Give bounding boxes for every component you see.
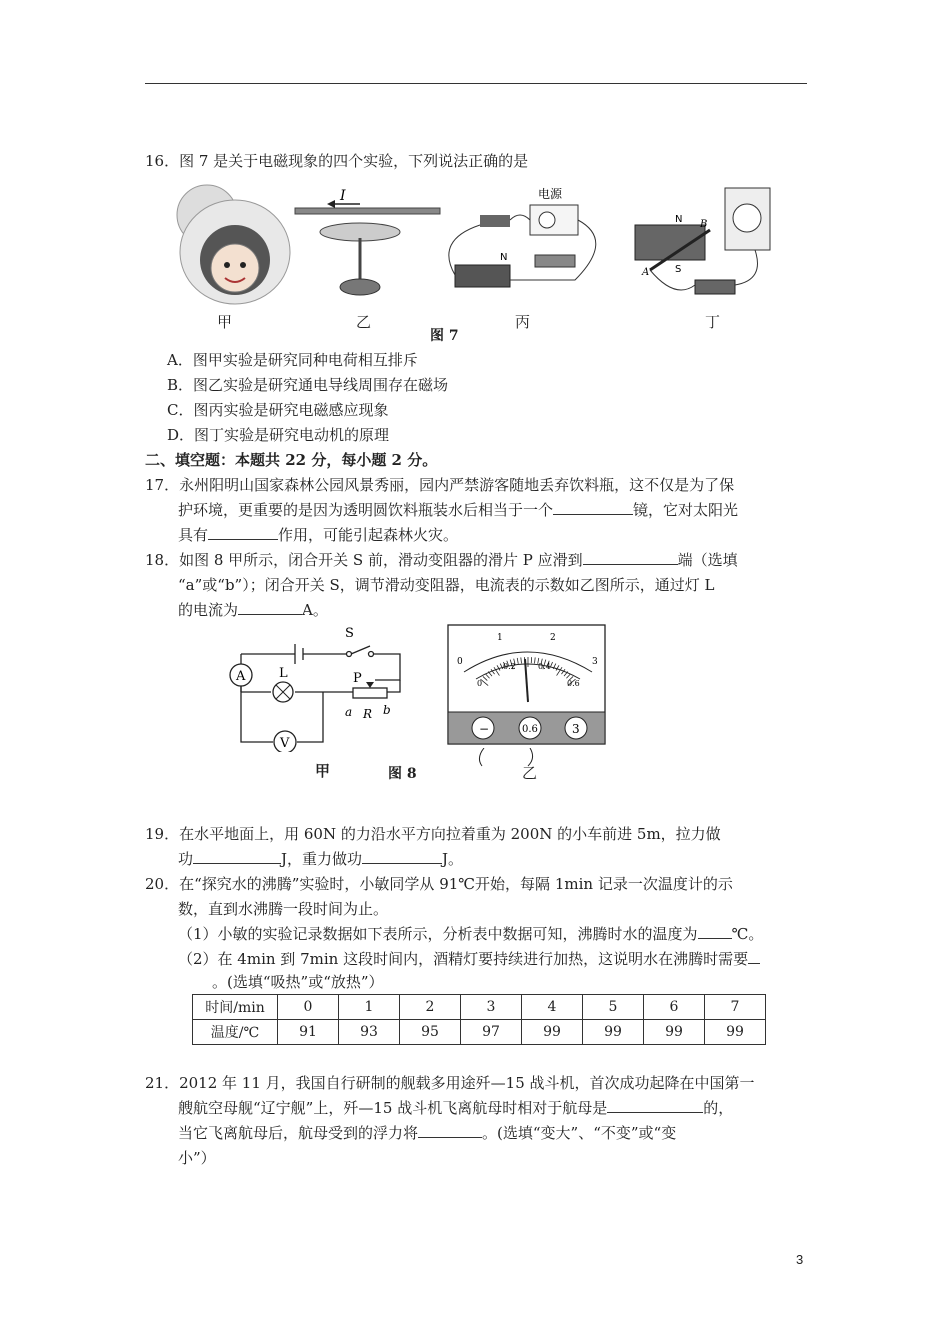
q18-line1: 18．如图 8 甲所示，闭合开关 S 前，滑动变阻器的滑片 P 应滑到 端（选填 — [145, 551, 738, 569]
q18-blank-2[interactable] — [238, 600, 302, 615]
svg-text:P: P — [353, 671, 362, 686]
figure-7-yi — [295, 188, 440, 295]
svg-text:0.2: 0.2 — [503, 662, 516, 671]
q21-blank-1[interactable] — [607, 1098, 703, 1113]
q20-blank-2[interactable] — [748, 949, 760, 964]
fig8-label-jia: 甲 — [315, 762, 331, 780]
svg-text:R: R — [363, 707, 373, 721]
q20-part2: （2）在 4min 到 7min 这段时间内，酒精灯要持续进行加热，这说明水在沸腾时需要 — [178, 949, 760, 969]
page-number: 3 — [796, 1252, 804, 1267]
q19-blank-2[interactable] — [362, 849, 442, 864]
fig7-label-jia: 甲 — [217, 313, 233, 331]
figure-7-caption: 图 7 — [430, 328, 459, 344]
fig8-label-yi: 乙 — [522, 764, 538, 782]
svg-text:0.4: 0.4 — [538, 662, 551, 671]
fig7-label-ding: 丁 — [705, 313, 721, 331]
figure-7-ding — [635, 188, 770, 294]
figure-8-circuit — [225, 622, 410, 752]
q21-blank-2[interactable] — [418, 1123, 482, 1138]
q18-line2: “a”或“b”）；闭合开关 S，调节滑动变阻器，电流表的示数如乙图所示，通过灯 L — [178, 576, 715, 594]
q19-line1: 19．在水平地面上，用 60N 的力沿水平方向拉着重为 200N 的小车前进 5m，拉力做 — [145, 825, 721, 843]
q17-line2: 护环境，更重要的是因为透明圆饮料瓶装水后相当于一个 镜，它对太阳光 — [178, 501, 739, 519]
svg-text:1: 1 — [497, 633, 503, 643]
svg-text:3: 3 — [592, 657, 598, 667]
fig7-label-yi: 乙 — [356, 313, 372, 331]
svg-text:N: N — [675, 214, 683, 225]
svg-text:3: 3 — [572, 722, 580, 736]
svg-text:B: B — [700, 219, 708, 230]
header-rule — [145, 83, 807, 84]
q21-line4: 小”） — [178, 1149, 216, 1167]
q20-part2-cont: 。(选填“吸热”或“放热”） — [212, 973, 384, 991]
figure-7-bing — [449, 186, 596, 287]
q17-line3: 具有 作用，可能引起森林火灾。 — [178, 526, 459, 544]
figure-8-caption: 图 8 — [388, 766, 417, 782]
svg-text:L: L — [279, 666, 288, 681]
svg-text:V: V — [280, 736, 290, 751]
figure-8-ammeter — [447, 624, 607, 746]
figure-7 — [155, 180, 775, 350]
q20-line2: 数，直到水沸腾一段时间为止。 — [178, 900, 389, 918]
q20-blank-1[interactable] — [698, 924, 732, 939]
table-row: 时间/min 0 1 2 3 4 5 6 7 — [193, 995, 766, 1020]
svg-text:A: A — [642, 267, 650, 278]
table-row: 温度/℃ 91 93 95 97 99 99 99 99 — [193, 1020, 766, 1045]
q16-option-a: A．图甲实验是研究同种电荷相互排斥 — [167, 351, 418, 369]
table-header-time: 时间/min — [193, 995, 278, 1020]
svg-text:0: 0 — [477, 679, 483, 688]
figure-7-jia — [177, 185, 290, 304]
svg-text:S: S — [345, 626, 354, 641]
fig7-label-bing: 丙 — [515, 313, 531, 331]
q16-stem: 16．图 7 是关于电磁现象的四个实验，下列说法正确的是 — [145, 152, 529, 170]
q21-line3: 当它飞离航母后，航母受到的浮力将 。(选填“变大”、“不变”或“变 — [178, 1124, 677, 1142]
q16-option-c: C．图丙实验是研究电磁感应现象 — [167, 401, 389, 419]
q18-blank-1[interactable] — [583, 550, 678, 565]
q16-option-d: D．图丁实验是研究电动机的原理 — [167, 426, 390, 444]
current-label: I — [340, 188, 346, 204]
svg-text:2: 2 — [550, 633, 556, 643]
svg-text:b: b — [383, 703, 391, 717]
q19-blank-1[interactable] — [193, 849, 281, 864]
q16-option-b: B．图乙实验是研究通电导线周围存在磁场 — [167, 376, 449, 394]
q17-line1: 17．永州阳明山国家森林公园风景秀丽，园内严禁游客随地丢弃饮料瓶，这不仅是为了保 — [145, 476, 735, 494]
svg-text:S: S — [675, 264, 682, 275]
svg-text:A: A — [236, 669, 246, 684]
q18-line3: 的电流为 A。 — [178, 601, 328, 619]
table-header-temp: 温度/℃ — [193, 1020, 278, 1045]
svg-text:−: − — [479, 722, 490, 736]
svg-text:a: a — [345, 705, 353, 719]
q17-blank-2[interactable] — [208, 525, 278, 540]
svg-text:N: N — [500, 252, 508, 263]
svg-text:0.6: 0.6 — [567, 679, 580, 688]
q20-line1: 20．在“探究水的沸腾”实验时，小敏同学从 91℃开始，每隔 1min 记录一次温度计的示 — [145, 875, 733, 893]
power-source-label: 电源 — [538, 187, 563, 201]
q17-blank-1[interactable] — [553, 500, 633, 515]
svg-text:0.6: 0.6 — [522, 724, 538, 735]
q20-part1: （1）小敏的实验记录数据如下表所示，分析表中数据可知，沸腾时水的温度为 ℃。 — [178, 925, 764, 943]
q21-line1: 21．2012 年 11 月，我国自行研制的舰载多用途歼—15 战斗机，首次成功起降在中国第一 — [145, 1074, 755, 1092]
q21-line2: 艘航空母舰“辽宁舰”上，歼—15 战斗机飞离航母时相对于航母是 的， — [178, 1099, 734, 1117]
q19-line2: 功 J，重力做功 J。 — [178, 850, 464, 868]
q20-data-table — [192, 994, 766, 1045]
svg-text:0: 0 — [457, 657, 463, 667]
section-2-heading: 二、填空题：本题共 22 分，每小题 2 分。 — [145, 451, 438, 469]
